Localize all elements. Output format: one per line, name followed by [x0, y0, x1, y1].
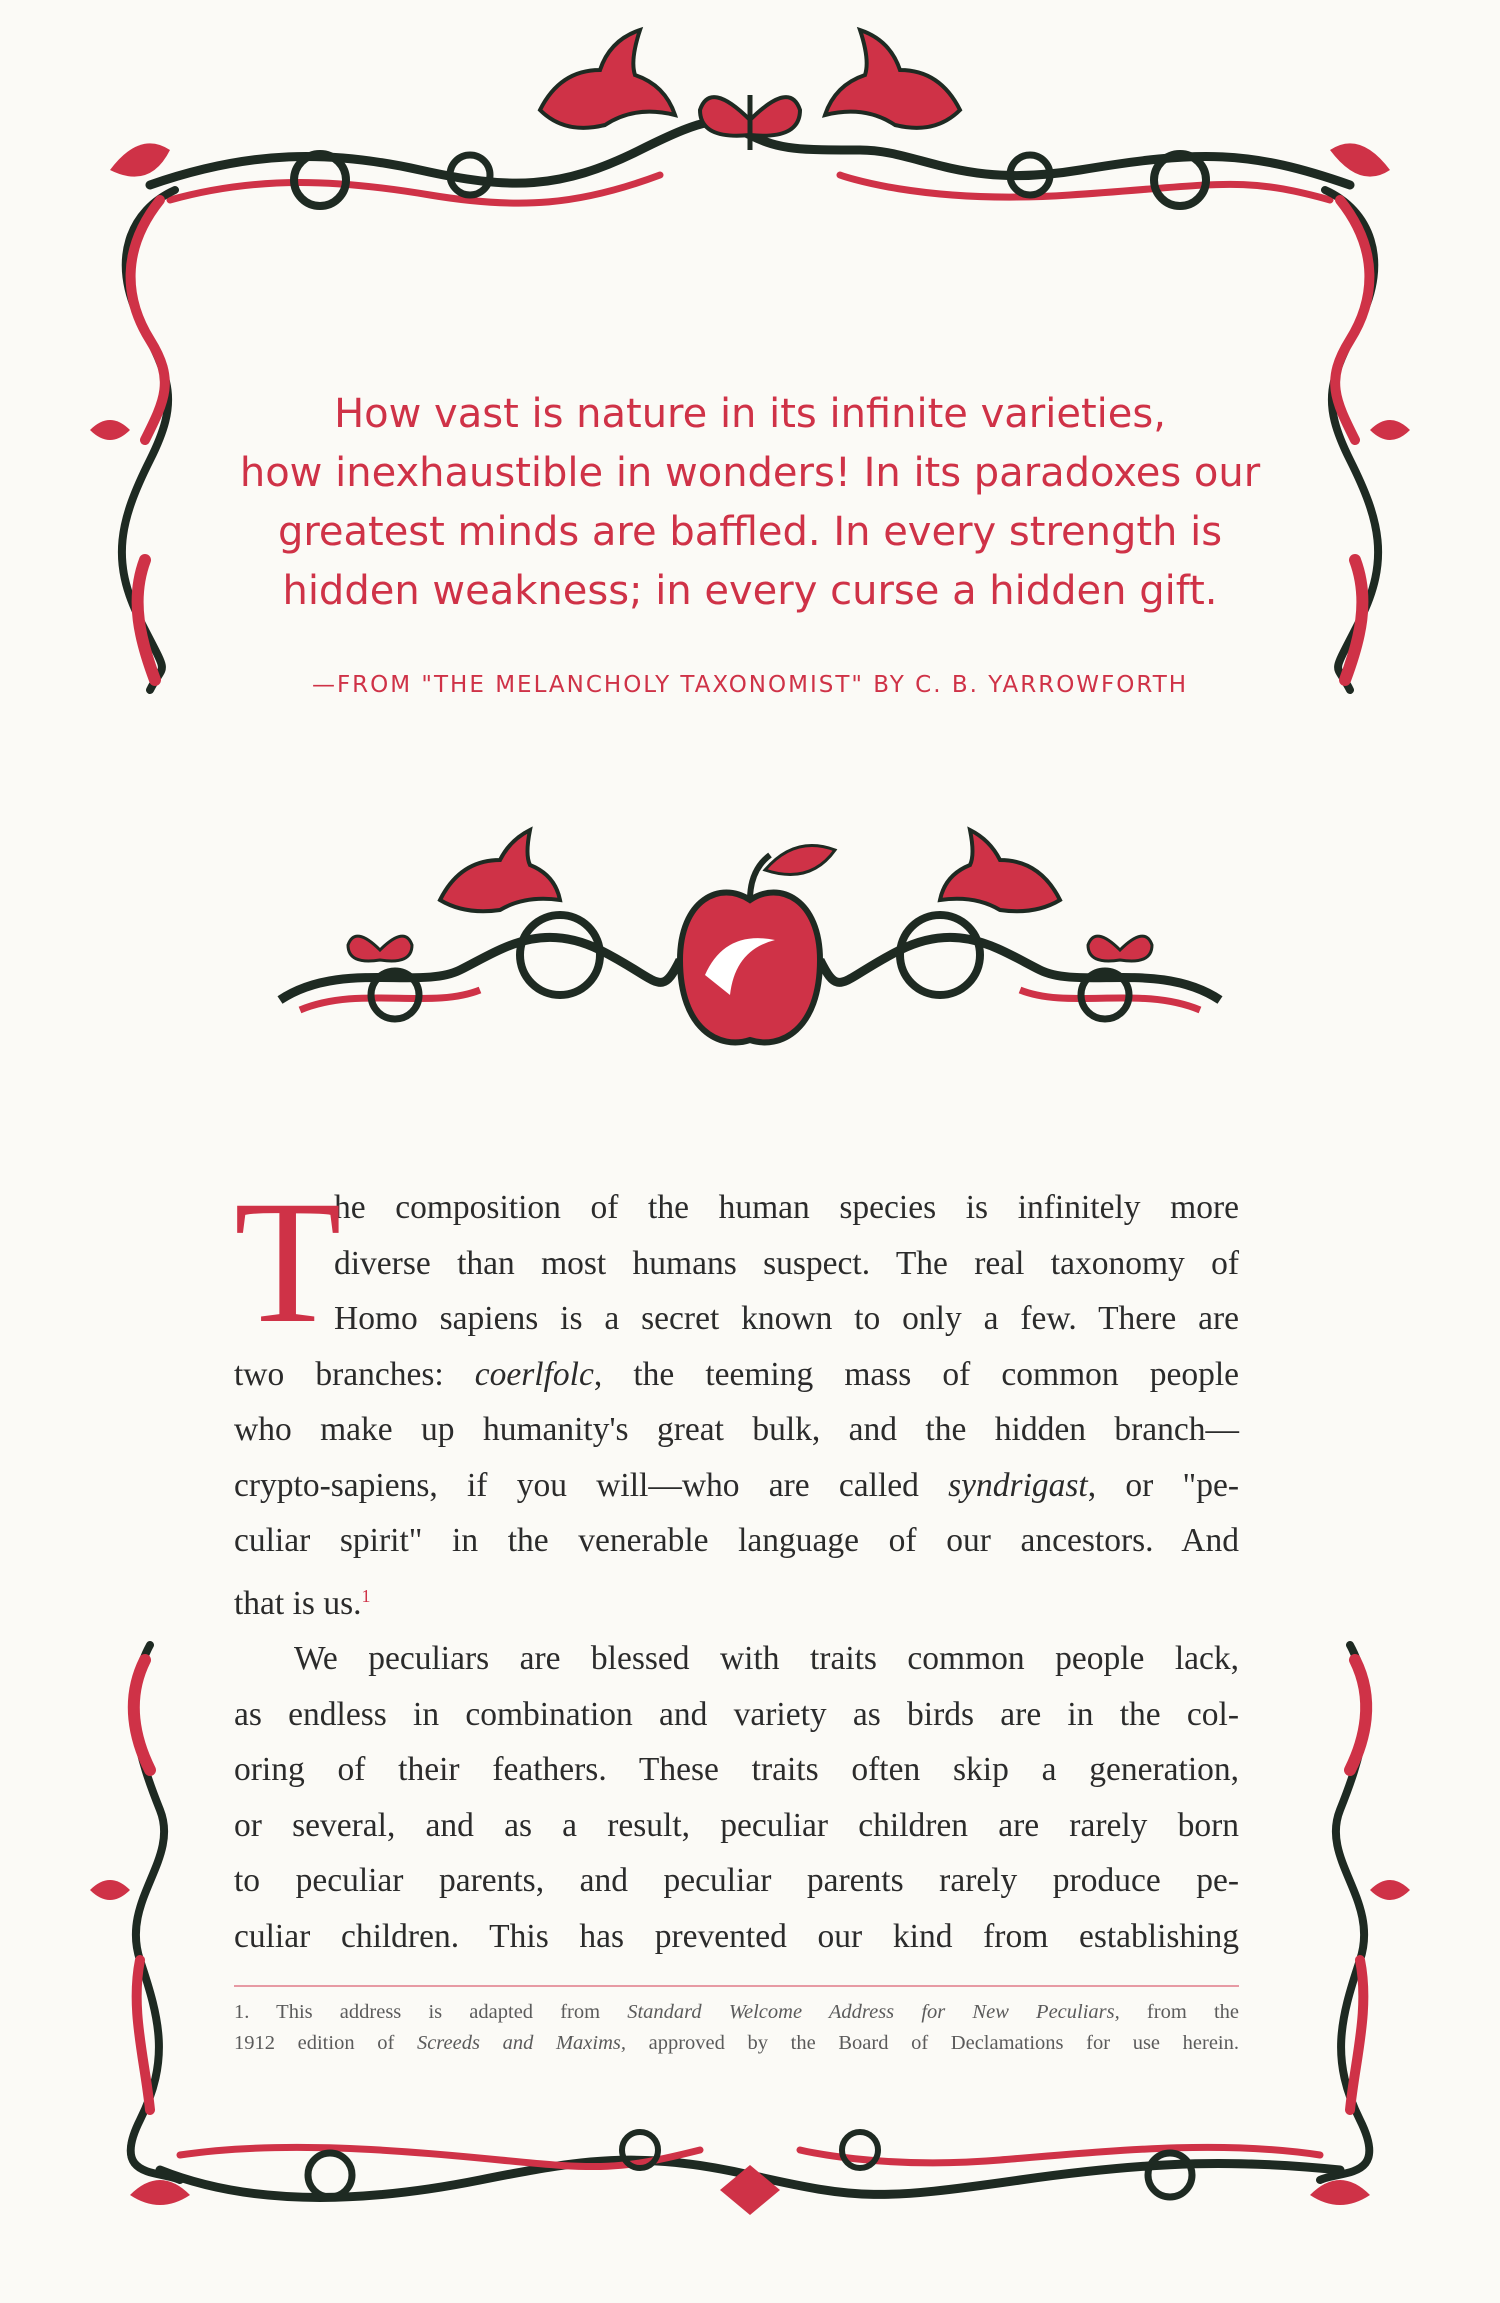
- footnote-divider: [234, 1985, 1239, 1987]
- drop-cap: T: [234, 1165, 342, 1360]
- epigraph-attribution: —FROM "THE MELANCHOLY TAXONOMIST" BY C. B. YARROWFORTH: [311, 672, 1189, 698]
- footnote: [234, 1997, 1239, 2059]
- footnote-line: 1. This address is adapted from Standard Welcome Address for New Peculiars, from the: [234, 2001, 1239, 2023]
- epigraph-line: how inexhaustible in wonders! In its paradoxes our: [239, 450, 1261, 496]
- epigraph-line: How vast is nature in its infinite varieties,: [334, 391, 1166, 437]
- text-line: who make up humanity's great bulk, and the hidden branch—: [234, 1411, 1239, 1448]
- text-line: culiar children. This has prevented our kind from establishing: [234, 1917, 1239, 1955]
- apple-vine-ornament: [280, 830, 1220, 1042]
- text-line: as endless in combination and variety as birds are in the col-: [234, 1695, 1239, 1733]
- text-line: Homo sapiens is a secret known to only a few. There are: [334, 1300, 1239, 1337]
- text-line: oring of their feathers. These traits often skip a generation,: [234, 1751, 1239, 1789]
- text-line: We peculiars are blessed with traits common people lack,: [294, 1640, 1239, 1678]
- text-line: two branches: coerlfolc, the teeming mass of common people: [234, 1355, 1239, 1393]
- text-line: that is us.$^1$: [234, 1584, 371, 1622]
- footnote-line: 1912 edition of Screeds and Maxims, approved by the Board of Declamations for use herein.: [234, 2032, 1239, 2054]
- butterfly-icon: [700, 95, 800, 150]
- footnote-reference[interactable]: 1: [361, 1585, 371, 1606]
- body-text: [234, 1165, 1239, 1964]
- epigraph-line: greatest minds are baffled. In every strength is: [277, 509, 1223, 555]
- text-line: diverse than most humans suspect. The real taxonomy of: [334, 1244, 1239, 1282]
- epigraph-quote: [230, 385, 1270, 621]
- emphasis-term: syndrigast: [948, 1466, 1088, 1504]
- epigraph-line: hidden weakness; in every curse a hidden gift.: [282, 568, 1218, 614]
- text-line: crypto-sapiens, if you will—who are called syndrigast, or "pe-: [234, 1466, 1239, 1504]
- text-line: to peculiar parents, and peculiar parents rarely produce pe-: [234, 1862, 1239, 1900]
- text-line: culiar spirit" in the venerable language of our ancestors. And: [234, 1522, 1239, 1559]
- emphasis-term: coerlfolc: [474, 1355, 594, 1393]
- text-line: he composition of the human species is infinitely more: [334, 1189, 1239, 1226]
- text-line: or several, and as a result, peculiar children are rarely born: [234, 1806, 1239, 1844]
